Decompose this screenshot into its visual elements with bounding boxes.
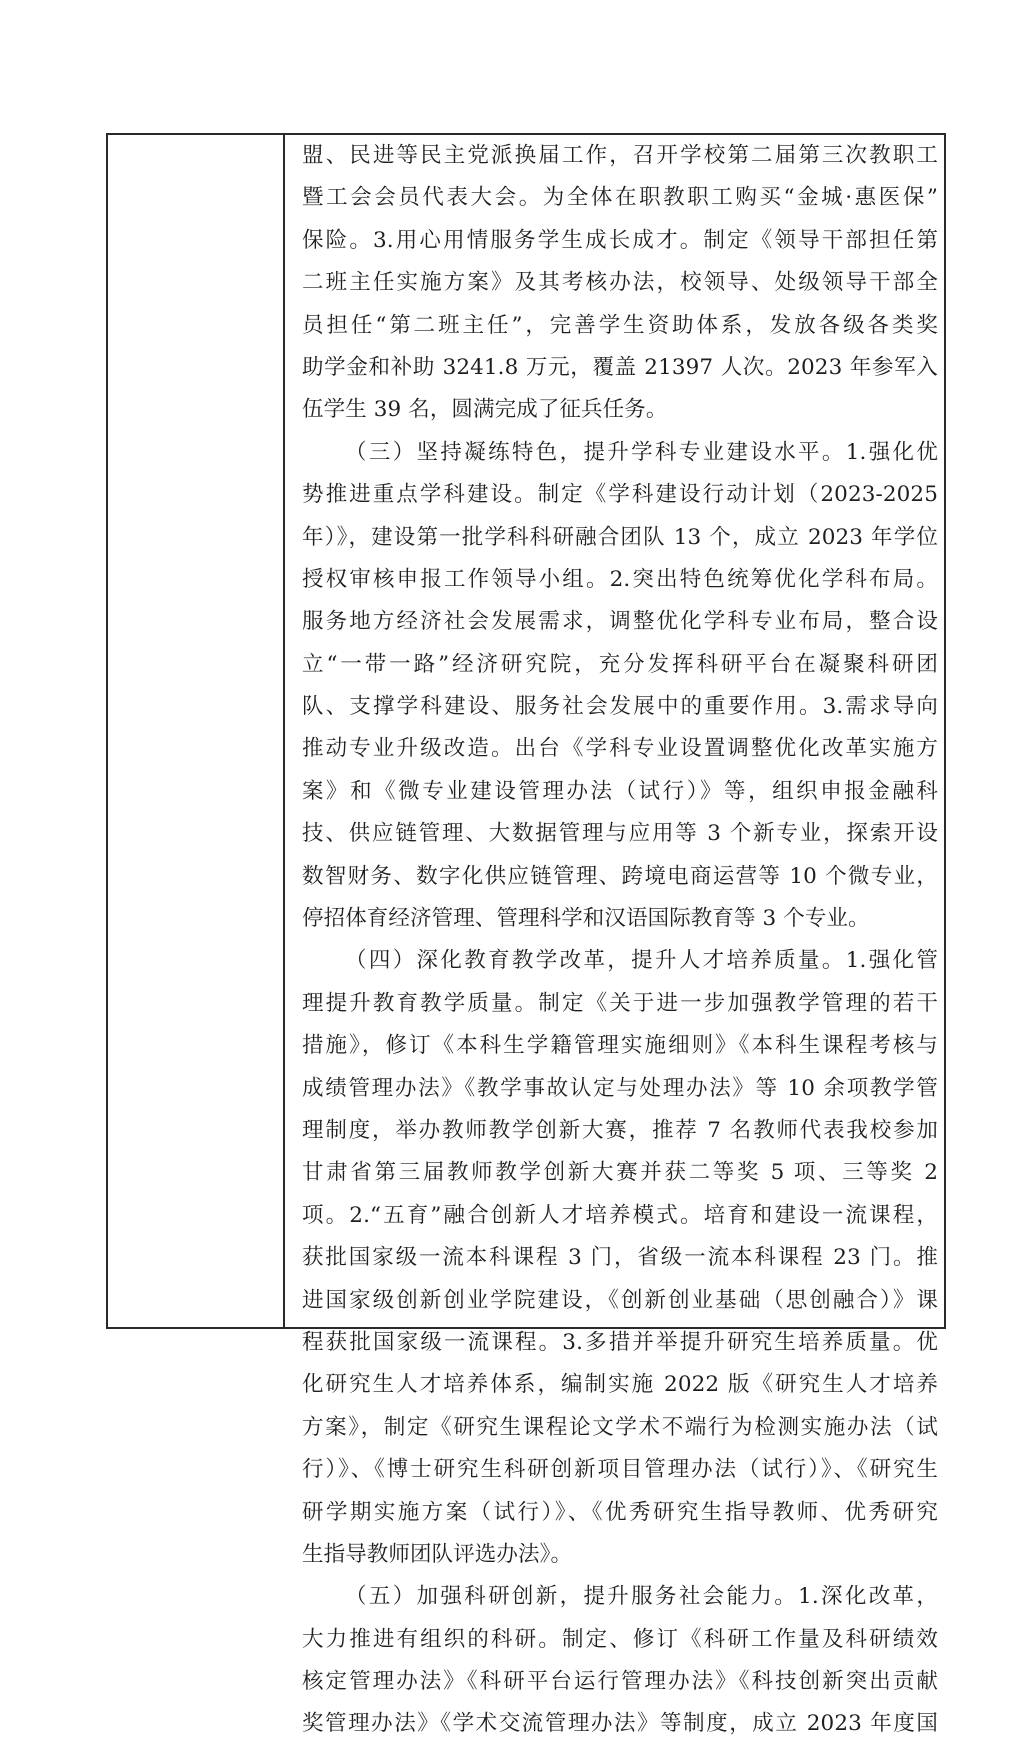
text-line: 案》和《微专业建设管理办法（试行）》等，组织申报金融科 [302, 778, 938, 804]
text-line: 盟、民进等民主党派换届工作，召开学校第二届第三次教职工 [302, 143, 938, 168]
left-column-cell [108, 135, 285, 1327]
text-line: 行）》、《博士研究生科研创新项目管理办法（试行）》、《研究生 [302, 1457, 938, 1483]
text-line: 研学期实施方案（试行）》、《优秀研究生指导教师、优秀研究 [302, 1499, 938, 1525]
text-line: 核定管理办法》《科研平台运行管理办法》《科技创新突出贡献 [302, 1669, 938, 1695]
text-line: （四）深化教育教学改革，提升人才培养质量。1.强化管 [345, 948, 938, 974]
text-line: 助学金和补助 3241.8 万元，覆盖 21397 人次。2023 年参军入 [302, 354, 938, 380]
text-line: 理制度，举办教师教学创新大赛，推荐 7 名教师代表我校参加 [302, 1117, 938, 1143]
text-line: 势推进重点学科建设。制定《学科建设行动计划（2023-2025 [302, 482, 938, 508]
text-line: 队、支撑学科建设、服务社会发展中的重要作用。3.需求导向 [302, 694, 938, 720]
text-line: 技、供应链管理、大数据管理与应用等 3 个新专业，探索开设 [302, 821, 938, 847]
text-line: 服务地方经济社会发展需求，调整优化学科专业布局，整合设 [302, 609, 938, 635]
text-line: 化研究生人才培养体系，编制实施 2022 版《研究生人才培养 [302, 1372, 938, 1398]
text-line: （三）坚持凝练特色，提升学科专业建设水平。1.强化优 [345, 439, 938, 465]
content-cell [302, 135, 938, 1737]
text-line: 数智财务、数字化供应链管理、跨境电商运营等 10 个微专业， [302, 863, 938, 889]
text-line: 伍学生 39 名，圆满完成了征兵任务。 [302, 397, 668, 423]
text-line: 方案》，制定《研究生课程论文学术不端行为检测实施办法（试 [302, 1414, 938, 1440]
text-line: 理提升教育教学质量。制定《关于进一步加强教学管理的若干 [302, 990, 938, 1016]
text-line: 员担任“第二班主任”，完善学生资助体系，发放各级各类奖 [302, 312, 938, 338]
text-line: 推动专业升级改造。出台《学科专业设置调整优化改革实施方 [302, 736, 938, 762]
text-line: 年）》，建设第一批学科科研融合团队 13 个，成立 2023 年学位 [302, 524, 938, 550]
text-line: 项。2.“五育”融合创新人才培养模式。培育和建设一流课程， [302, 1202, 938, 1228]
text-line: 大力推进有组织的科研。制定、修订《科研工作量及科研绩效 [302, 1626, 938, 1652]
text-line: 甘肃省第三届教师教学创新大赛并获二等奖 5 项、三等奖 2 [302, 1160, 938, 1186]
text-line: 奖管理办法》《学术交流管理办法》等制度，成立 2023 年度国 [302, 1711, 938, 1737]
text-line: 成绩管理办法》《教学事故认定与处理办法》等 10 余项教学管 [302, 1075, 938, 1101]
text-line: 暨工会会员代表大会。为全体在职教职工购买“金城·惠医保” [302, 185, 938, 211]
text-line: 措施》，修订《本科生学籍管理实施细则》《本科生课程考核与 [302, 1033, 938, 1059]
text-line: 保险。3.用心用情服务学生成长成才。制定《领导干部担任第 [302, 227, 938, 253]
text-line: 生指导教师团队评选办法》。 [302, 1541, 573, 1567]
text-line: 获批国家级一流本科课程 3 门，省级一流本科课程 23 门。推 [302, 1245, 938, 1271]
text-line: （五）加强科研创新，提升服务社会能力。1.深化改革， [345, 1584, 938, 1610]
text-line: 进国家级创新创业学院建设，《创新创业基础（思创融合）》课 [302, 1287, 938, 1313]
text-line: 授权审核申报工作领导小组。2.突出特色统筹优化学科布局。 [302, 566, 938, 592]
text-line: 停招体育经济管理、管理科学和汉语国际教育等 3 个专业。 [302, 906, 870, 932]
text-line: 立“一带一路”经济研究院，充分发挥科研平台在凝聚科研团 [302, 651, 938, 677]
text-line: 二班主任实施方案》及其考核办法，校领导、处级领导干部全 [302, 270, 938, 296]
text-line: 程获批国家级一流课程。3.多措并举提升研究生培养质量。优 [302, 1329, 938, 1355]
table-frame [106, 133, 946, 1737]
